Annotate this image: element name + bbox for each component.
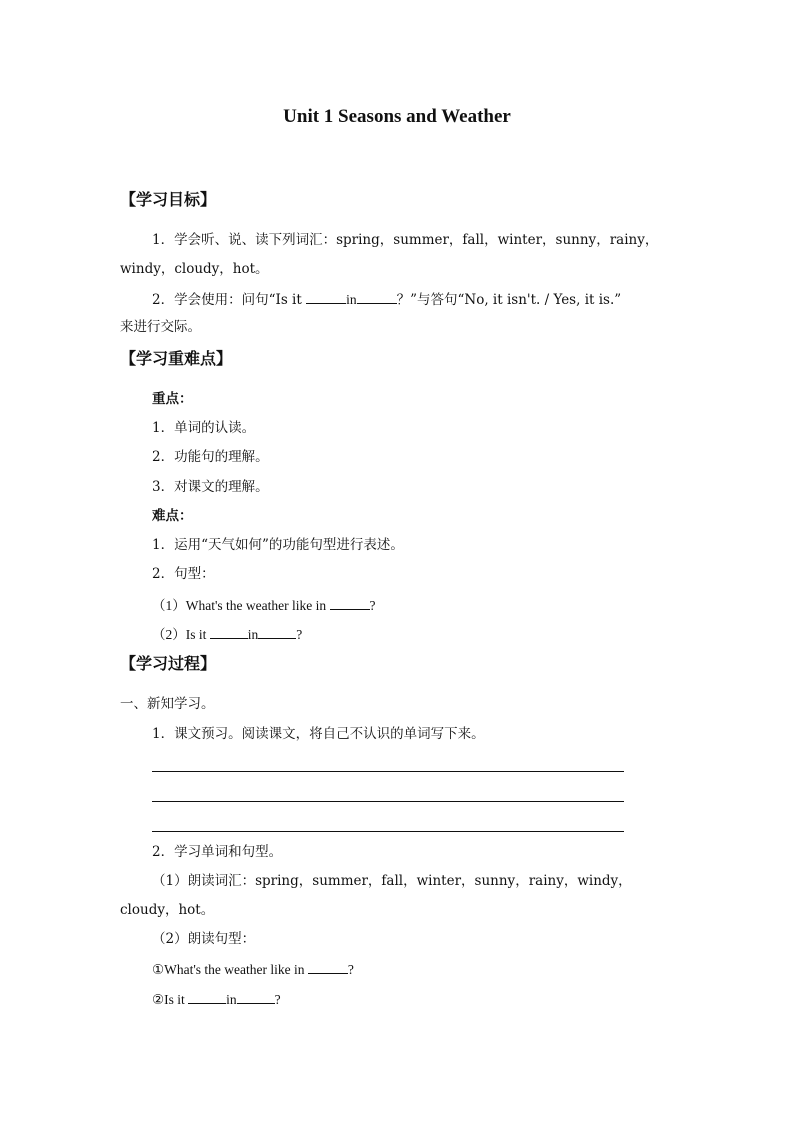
fill-blank (258, 627, 296, 639)
sentence-pattern-2-text: （2）Is it (152, 627, 210, 642)
key-points-label: 重点： (152, 391, 193, 407)
key-point-3: 3．对课文的理解。 (152, 479, 269, 495)
fill-blank (237, 992, 275, 1004)
fill-blank (210, 627, 248, 639)
objective-1-line-2: windy，cloudy，hot。 (120, 261, 269, 277)
read-pattern-2-end: ? (274, 992, 281, 1007)
writing-line (152, 801, 624, 802)
step-2-2: （2）朗读句型： (152, 931, 256, 947)
sentence-pattern-1-text: （1）What's the weather like in (152, 598, 330, 613)
section-heading-objectives: 【学习目标】 (120, 190, 217, 209)
writing-line (152, 771, 624, 772)
objective-2-line-1 (152, 292, 621, 308)
part-1-heading: 一、新知学习。 (120, 696, 215, 712)
step-2-1-line-1: （1）朗读词汇：spring，summer，fall，winter，sunny，rainy，windy， (152, 873, 632, 889)
objective-2-line-2: 来进行交际。 (120, 319, 201, 335)
objective-1-line-1: 1．学会听、说、读下列词汇：spring，summer，fall，winter，sunny，rainy， (152, 232, 659, 248)
section-heading-key-points: 【学习重难点】 (120, 349, 233, 368)
read-pattern-1-text: ①What's the weather like in (152, 962, 308, 977)
sentence-pattern-2-in: in (247, 627, 259, 642)
fill-blank (306, 292, 346, 304)
sentence-pattern-1 (152, 598, 376, 613)
page-title: Unit 1 Seasons and Weather (283, 106, 511, 127)
step-2: 2．学习单词和句型。 (152, 844, 283, 860)
read-pattern-2-in: in (226, 992, 237, 1007)
difficult-points-label: 难点： (152, 508, 193, 524)
read-pattern-1-end: ? (347, 962, 354, 977)
difficult-point-1: 1．运用“天气如何”的功能句型进行表述。 (152, 537, 404, 553)
objective-2-text-b: in (346, 292, 357, 307)
objective-2-text-c: ？”与答句“No, it isn't. / Yes, it is.” (396, 292, 622, 308)
sentence-pattern-2 (152, 627, 302, 642)
writing-line (152, 831, 624, 832)
fill-blank (308, 962, 348, 974)
step-2-1-line-2: cloudy，hot。 (120, 902, 215, 918)
key-point-1: 1．单词的认读。 (152, 420, 256, 436)
sentence-pattern-1-end: ? (369, 598, 376, 613)
read-pattern-2 (152, 992, 281, 1007)
difficult-point-2: 2．句型： (152, 566, 215, 582)
section-heading-process: 【学习过程】 (120, 654, 217, 673)
fill-blank (357, 292, 397, 304)
fill-blank (330, 598, 370, 610)
read-pattern-2-text: ②Is it (152, 992, 189, 1007)
key-point-2: 2．功能句的理解。 (152, 449, 269, 465)
objective-2-text-a: 2．学会使用：问句“Is it (152, 292, 307, 308)
read-pattern-1 (152, 962, 354, 977)
step-1: 1．课文预习。阅读课文，将自己不认识的单词写下来。 (152, 726, 485, 742)
fill-blank (188, 992, 226, 1004)
sentence-pattern-2-end: ? (296, 627, 303, 642)
